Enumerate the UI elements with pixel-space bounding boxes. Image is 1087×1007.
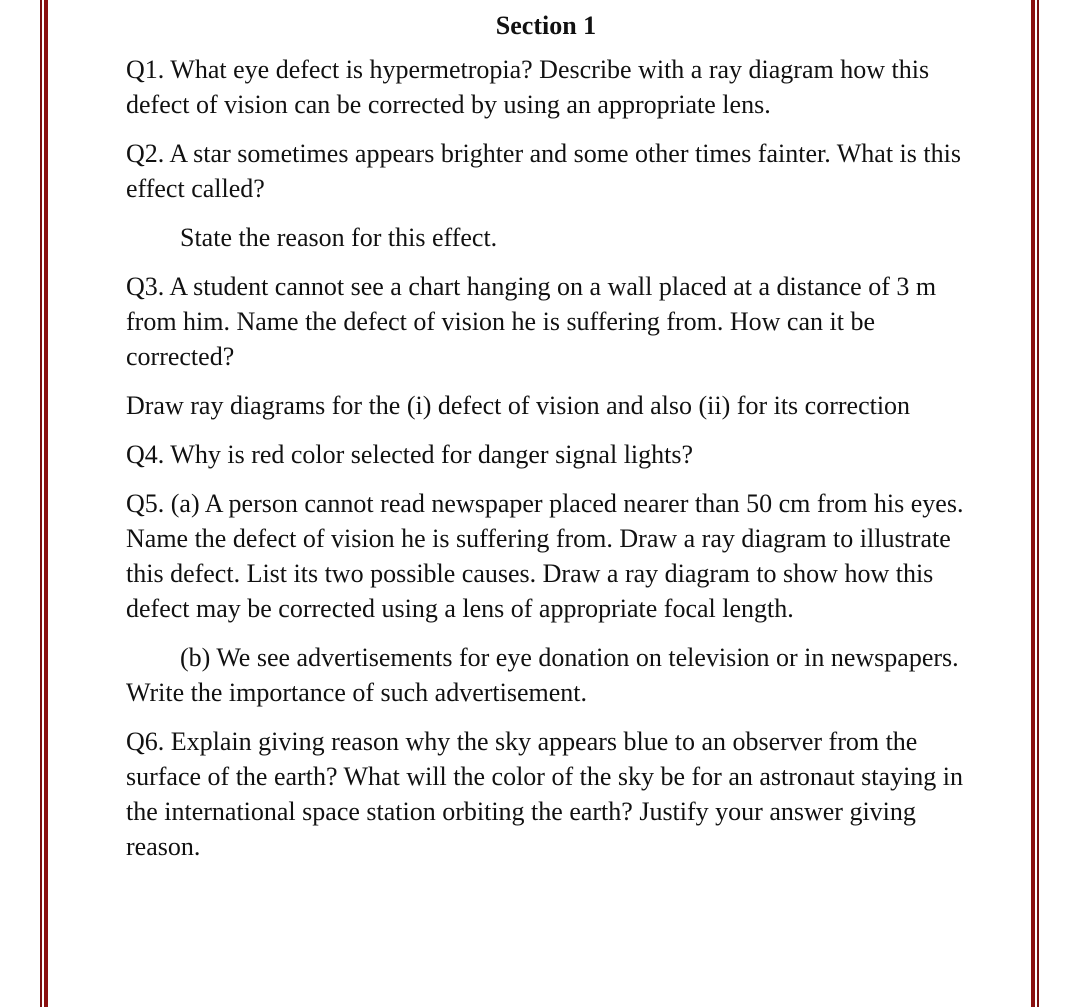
question-5b: (b) We see advertisements for eye donation on television or in newspapers. Write the importance of such advertisement. bbox=[126, 643, 959, 707]
question-3-subpart: Draw ray diagrams for the (i) defect of vision and also (ii) for its correction bbox=[126, 391, 911, 420]
question-2: Q2. A star sometimes appears brighter and some other times fainter. What is this effect called? bbox=[126, 139, 961, 203]
question-1: Q1. What eye defect is hypermetropia? Describe with a ray diagram how this defect of vision can be corrected by using an appropriate lens. bbox=[126, 55, 930, 119]
page-border-right-inner bbox=[1031, 0, 1035, 1007]
page-border-right-outer bbox=[1037, 0, 1039, 1007]
question-2-subpart: State the reason for this effect. bbox=[180, 223, 498, 252]
question-3: Q3. A student cannot see a chart hanging on a wall placed at a distance of 3 m from him. Name the defect of vision he is suffering from. How can it be corrected? bbox=[126, 272, 937, 371]
question-6: Q6. Explain giving reason why the sky appears blue to an observer from the surface of the earth? What will the color of the sky be for an astronaut staying in the international space station orbiting the earth? Justify your answer giving reason. bbox=[126, 727, 964, 861]
page-border-left-inner bbox=[44, 0, 48, 1007]
document-page bbox=[126, 8, 966, 878]
question-5a: Q5. (a) A person cannot read newspaper placed nearer than 50 cm from his eyes. Name the defect of vision he is suffering from. Draw a ray diagram to illustrate this defect. List its two possible causes. Draw a ray diagram to show how this defect may be corrected using a lens of appropriate focal length. bbox=[126, 489, 964, 623]
question-4: Q4. Why is red color selected for danger signal lights? bbox=[126, 440, 694, 469]
section-title: Section 1 bbox=[495, 11, 597, 40]
page-border-left-outer bbox=[40, 0, 42, 1007]
